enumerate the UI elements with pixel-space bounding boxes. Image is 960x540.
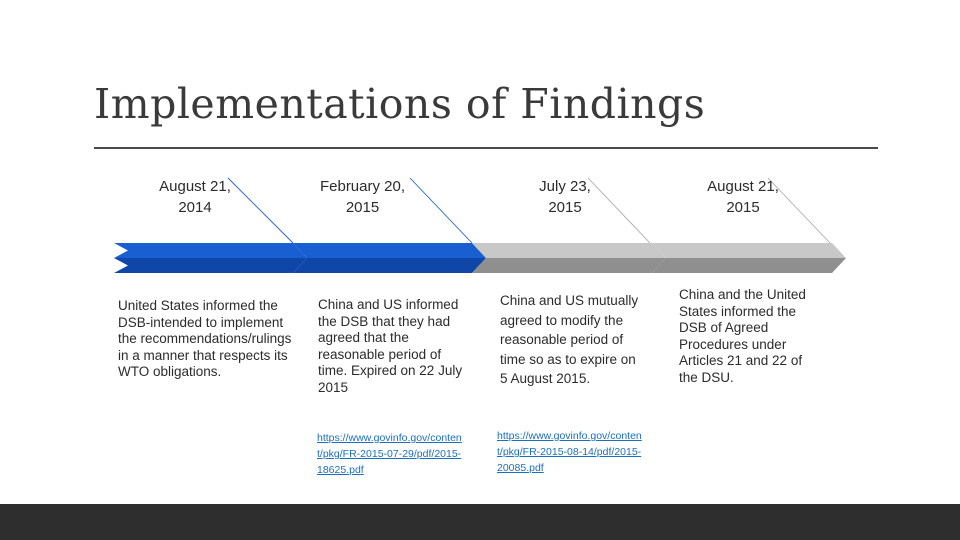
timeline-segment-1-shadow [114, 258, 307, 273]
footer-bar [0, 504, 960, 540]
event-link-3[interactable]: https://www.govinfo.gov/content/pkg/FR-2015-08-14/pdf/2015-20085.pdf [497, 430, 642, 474]
timeline-segment-2-shadow [293, 258, 486, 273]
event-date-2: February 20, 2015 [319, 178, 406, 216]
event-link-2[interactable]: https://www.govinfo.gov/content/pkg/FR-2015-07-29/pdf/2015-18625.pdf [317, 432, 462, 476]
page-title: Implementations of Findings [94, 80, 706, 128]
timeline-segment-4-shadow [652, 258, 846, 273]
event-date-1: August 21, 2014 [159, 178, 231, 216]
event-description-2: China and US informed the DSB that they had agreed that the reasonable period of time. Expired on 22 July 2015 [318, 297, 463, 395]
timeline-segment-3-shadow [472, 258, 666, 273]
timeline-segment-3 [472, 243, 666, 258]
event-description-3: China and US mutually agreed to modify the reasonable period of time so as to expire on 5 August 2015. [500, 293, 639, 386]
timeline-segment-2 [293, 243, 486, 258]
timeline-segment-4 [652, 243, 846, 258]
event-description-4: China and the United States informed the DSB of Agreed Procedures under Articles 21 and 22 of the DSU. [679, 287, 806, 385]
event-date-3: July 23, 2015 [539, 178, 591, 216]
event-description-1: United States informed the DSB-intended to implement the recommendations/rulings in a manner that respects its WTO obligations. [118, 298, 292, 379]
event-date-4: August 21, 2015 [707, 178, 779, 216]
timeline-segment-1 [114, 243, 307, 258]
